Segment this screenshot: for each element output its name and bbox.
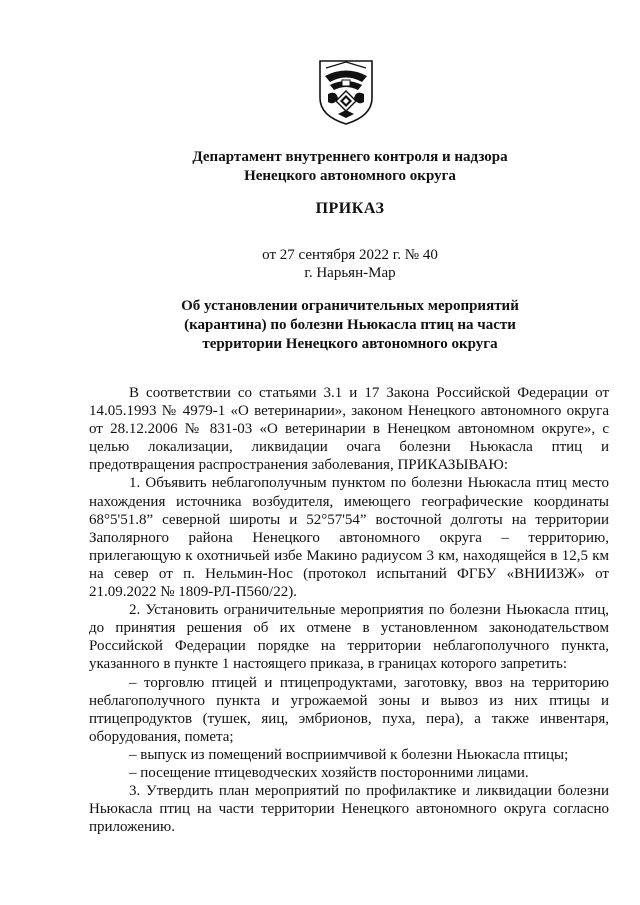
preamble-paragraph: В соответствии со статьями 3.1 и 17 Закона Российской Федерации от 14.05.1993 № 4979-1 «О ветеринарии», законом Ненецкого автономного округа от 28.12.2006 № 831-03 «О ветеринарии в Ненецком автономном округе», с целью локализации, ликвидации очага болезни Ньюкасла птиц и предотвращения распространения заболевания, ПРИКАЗЫВАЮ: (89, 385, 609, 474)
order-subject (90, 297, 610, 354)
document-type: ПРИКАЗ (315, 200, 385, 217)
place-line: г. Нарьян-Мар (304, 265, 396, 281)
prohibition-trade: – торговлю птицей и птицепродуктами, заготовку, ввоз на территорию неблагополучного пункта и угрожаемой зоны и вывоз из них птицы и птицепродуктов (тушек, яиц, эмбрионов, пуха, пера), а также инвентаря, оборудования, помета; (89, 674, 609, 745)
department-name (90, 148, 610, 186)
prohibition-visits: – посещение птицеводческих хозяйств посторонними лицами. (129, 764, 529, 781)
department-line-1: Департамент внутреннего контроля и надзора (192, 149, 508, 165)
subject-line-3: территории Ненецкого автономного округа (202, 336, 498, 352)
department-line-2: Ненецкого автономного округа (244, 168, 456, 184)
date-number-line: от 27 сентября 2022 г. № 40 (262, 247, 438, 263)
item-1-paragraph: 1. Объявить неблагополучным пунктом по болезни Ньюкасла птиц место нахождения источника возбудителя, имеющего географические координаты 68°5'51.8” северной широты и 52°57'54” восточной долготы на территории Заполярного района Ненецкого автономного округа – территорию, прилегающую к охотничьей избе Макино радиусом 3 км, находящейся в 12,5 км на север от п. Нельмин-Нос (протокол испытаний ФГБУ «ВНИИЗЖ» от 21.09.2022 № 1809-РЛ-П560/22). (89, 475, 609, 601)
item-3-paragraph: 3. Утвердить план мероприятий по профилактике и ликвидации болезни Ньюкасла птиц на части территории Ненецкого автономного округа согласно приложению. (89, 783, 609, 836)
prohibition-release: – выпуск из помещений восприимчивой к болезни Ньюкасла птицы; (129, 746, 569, 763)
subject-line-1: Об установлении ограничительных мероприятий (181, 298, 519, 314)
subject-line-2: (карантина) по болезни Ньюкасла птиц на части (184, 317, 516, 333)
order-body (89, 384, 609, 836)
date-block (90, 246, 610, 282)
item-2-paragraph: 2. Установить ограничительные мероприятия по болезни Ньюкасла птиц, до принятия решения об их отмене в установленном законодательством Российской Федерации порядке на территории неблагополучного пункта, указанного в пункте 1 настоящего приказа, в границах которого запретить: (89, 602, 609, 673)
coat-of-arms-emblem (316, 58, 376, 126)
